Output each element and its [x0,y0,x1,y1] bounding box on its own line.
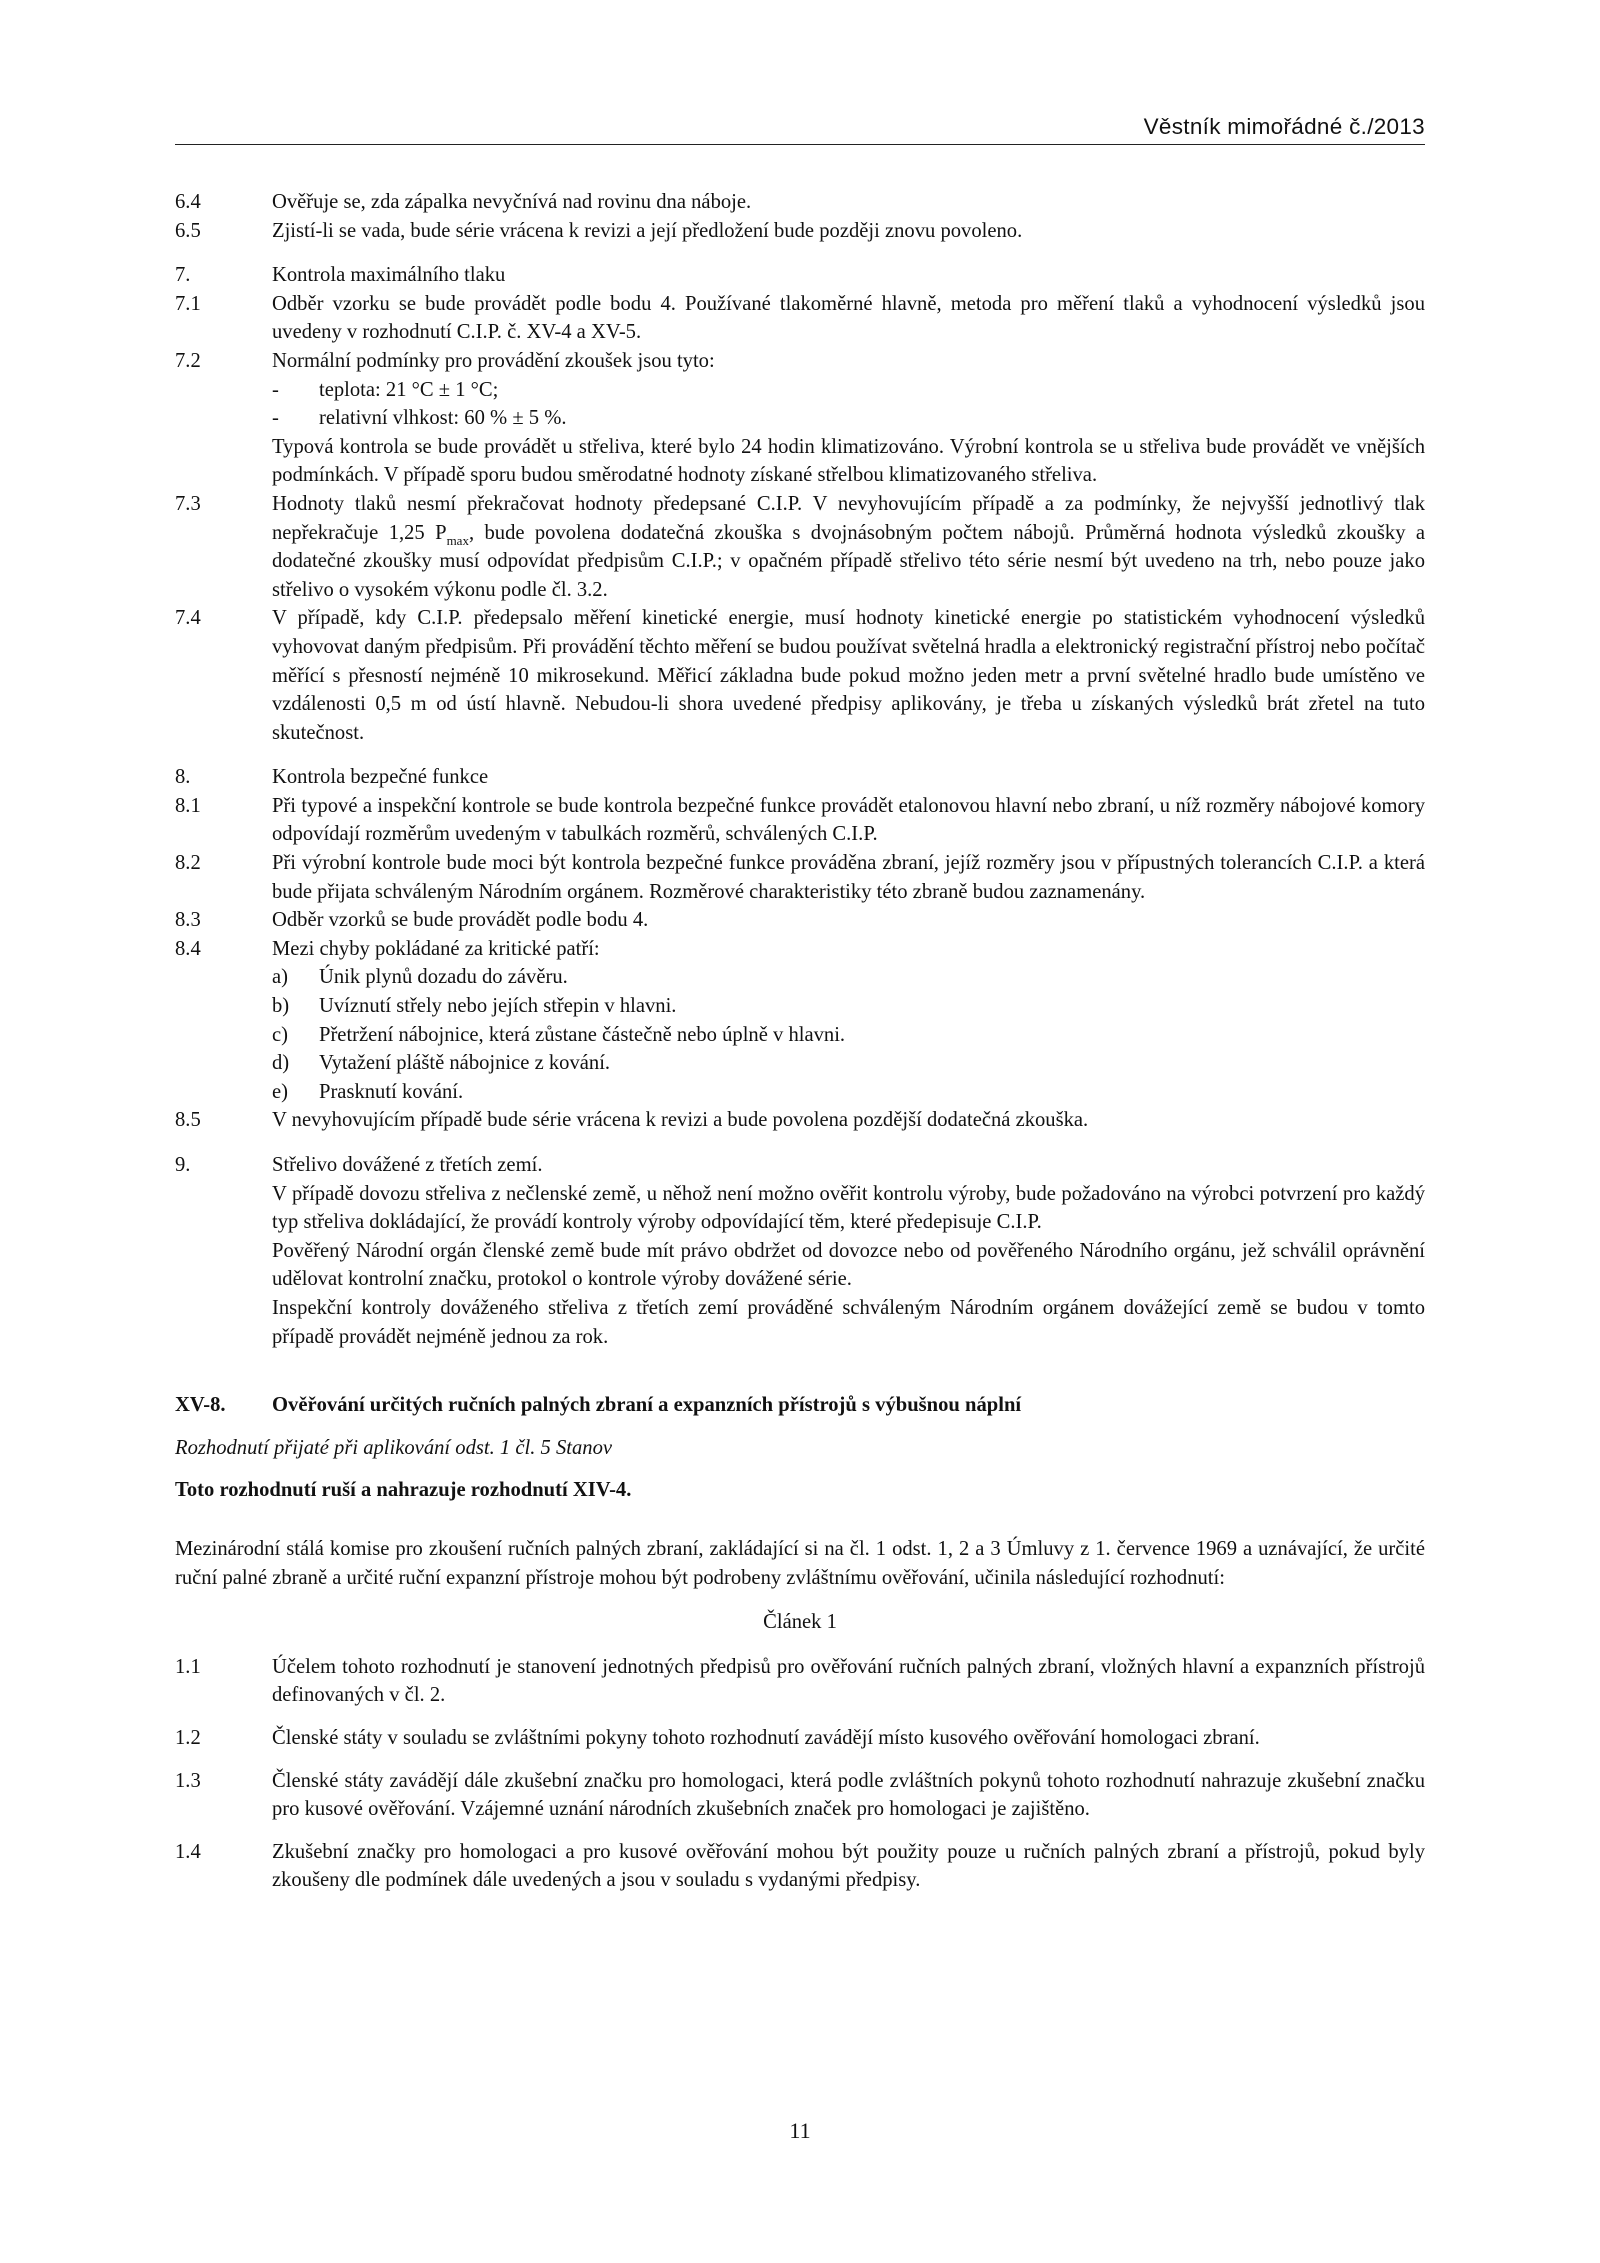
paragraph-text: Typová kontrola se bude provádět u střeliva, které bylo 24 hodin klimatizováno. Výrobní kontrola se u střeliva bude provádět ve vnějších podmínkách. V případě sporu budou směrodatné hodnoty získané střelbou klimatizovaného střeliva. [272,435,1425,487]
paragraph-text: Členské státy zavádějí dále zkušební značku pro homologaci, která podle zvláštních pokynů tohoto rozhodnutí nahrazuje zkušební značku pro kusové ověřování. Vzájemné uznání národních zkušebních značek pro homologaci je zajištěno. [272,1769,1425,1821]
list-item [272,992,1425,1021]
article-item-1-4 [175,1838,1425,1895]
list-item-text: Prasknutí kování. [319,1080,464,1103]
paragraph-text: Ověřuje se, zda zápalka nevyčnívá nad rovinu dna náboje. [272,191,752,213]
decision-title: Ověřování určitých ručních palných zbraní a expanzních přístrojů s výbušnou náplní [272,1394,1022,1417]
list-item [272,376,1425,405]
subscript-max: max [446,532,469,548]
paragraph-number: 1.1 [175,1655,201,1678]
list-marker: c) [272,1023,288,1046]
paragraph-number: 1.4 [175,1840,201,1863]
decision-replacement-note: Toto rozhodnutí ruší a nahrazuje rozhodnutí XIV-4. [175,1479,632,1502]
article-item-1-3 [175,1767,1425,1824]
paragraph-text: Inspekční kontroly dováženého střeliva z třetích zemí prováděné schváleným Národním orgánem dovážející země se budou v tomto případě provádět nejméně jednou za rok. [272,1296,1425,1348]
list-item-text: Únik plynů dozadu do závěru. [319,966,568,989]
list-item-text: relativní vlhkost: 60 % ± 5 %. [319,407,567,430]
paragraph-body [272,1180,1425,1352]
decision-heading [175,1391,1425,1420]
paragraph-number: 8.1 [175,794,201,817]
list-item [272,1078,1425,1107]
list-marker: e) [272,1080,288,1103]
paragraph-8-2 [175,849,1425,906]
paragraph-number: 6.4 [175,191,201,213]
list-item-text: Přetržení nábojnice, která zůstane částečně nebo úplně v hlavni. [319,1023,846,1046]
paragraph-number: 8.3 [175,909,201,932]
paragraph-text: Účelem tohoto rozhodnutí je stanovení jednotných předpisů pro ověřování ručních palných zbraní, vložných hlavní a expanzních přístrojů definovaných v čl. 2. [272,1655,1425,1707]
paragraph-number: 7.2 [175,349,201,372]
paragraph-8-4 [175,935,1425,1107]
paragraph-7-3 [175,490,1425,604]
list-marker: a) [272,966,288,989]
list-marker: d) [272,1052,290,1075]
paragraph-text: V případě dovozu střeliva z nečlenské země, u něhož není možno ověřit kontrolu výroby, bude požadováno na výrobci potvrzení pro každý typ střeliva dokládající, že provádí kontroly výroby odpovídající těm, které předepisuje C.I.P. [272,1182,1425,1234]
journal-title: Věstník mimořádné č./2013 [1143,114,1425,139]
section-8-heading [175,763,1425,792]
page-number: 11 [789,2118,811,2143]
section-number: 9. [175,1154,191,1176]
list-item [272,963,1425,992]
paragraph-number: 8.4 [175,937,201,960]
paragraph-text: Zjistí-li se vada, bude série vrácena k revizi a její předložení bude později znovu povoleno. [272,219,1023,242]
section-heading: Střelivo dovážené z třetích zemí. [272,1154,543,1176]
decision-subtitle: Rozhodnutí přijaté při aplikování odst. 1 čl. 5 Stanov [175,1436,613,1459]
section-number: 8. [175,766,191,789]
paragraph-body [272,935,1425,1107]
paragraph-number: 1.2 [175,1726,201,1749]
list-item [272,1049,1425,1078]
paragraph-number: 6.5 [175,219,201,242]
text-part: , bude povolena dodatečná zkouška s dvojnásobným počtem nábojů. Průměrná hodnota výsledků zkoušky a dodatečné zkoušky musí odpovídat předpisům C.I.P.; v opačném případě střelivo této série nesmí být uvedeno na trh, nebo pouze jako střelivo o vysokém výkonu podle čl. 3.2. [272,521,1425,601]
paragraph-7-4 [175,604,1425,747]
decision-intro: Mezinárodní stálá komise pro zkoušení ručních palných zbraní, zakládající si na čl. 1 odst. 1, 2 a 3 Úmluvy z 1. července 1969 a uznávající, že určité ruční palné zbraně a určité ruční expanzní přístroje mohou být podrobeny zvláštnímu ověřování, učinila následující rozhodnutí: [175,1537,1425,1589]
paragraph-7-1 [175,290,1425,347]
list-item-text: Uvíznutí střely nebo jejích střepin v hlavni. [319,995,677,1018]
paragraph-number: 7.3 [175,492,201,515]
paragraph-text: V nevyhovujícím případě bude série vrácena k revizi a bude povolena pozdější dodatečná zkouška. [272,1109,1089,1132]
section-7-heading [175,261,1425,290]
paragraph-number: 1.3 [175,1769,201,1792]
list-marker: - [272,378,279,401]
paragraph-text: Odběr vzorku se bude provádět podle bodu 4. Používané tlakoměrné hlavně, metoda pro měření tlaků a vyhodnocení výsledků jsou uvedeny v rozhodnutí C.I.P. č. XV-4 a XV-5. [272,292,1425,344]
section-heading: Kontrola maximálního tlaku [272,264,506,287]
text-part: Hodnoty tlaků nesmí překračovat hodnoty předepsané C.I.P. V nevyhovujícím případě a za podmínky, že nejvyšší jednotlivý tlak nepřekračuje 1,25 P [272,492,1425,544]
paragraph-number: 7.4 [175,607,201,630]
paragraph-6-4 [175,188,1425,217]
paragraph-8-3 [175,906,1425,935]
paragraph-number: 7.1 [175,292,201,315]
paragraph-8-5 [175,1106,1425,1135]
paragraph-text: Při typové a inspekční kontrole se bude kontrola bezpečné funkce provádět etalonovou hlavní nebo zbraní, u níž rozměry nábojové komory odpovídají rozměrům uvedeným v tabulkách rozměrů, schválených C.I.P. [272,794,1425,846]
paragraph-text: Normální podmínky pro provádění zkoušek jsou tyto: [272,349,715,372]
article-heading: Článek 1 [763,1611,837,1634]
paragraph-number: 8.2 [175,852,201,875]
article-item-1-1 [175,1653,1425,1710]
list-item-text: teplota: 21 °C ± 1 °C; [319,378,499,401]
section-9-body [175,1180,1425,1352]
paragraph-text: Mezi chyby pokládané za kritické patří: [272,937,600,960]
list-marker: - [272,407,279,430]
list-item [272,404,1425,433]
article-item-1-2 [175,1724,1425,1753]
section-9-heading [175,1151,1425,1180]
paragraph-text [272,490,1425,604]
paragraph-text: Pověřený Národní orgán členské země bude mít právo obdržet od dovozce nebo od pověřeného Národního orgánu, jež schválil oprávnění udělovat kontrolní značku, protokol o kontrole výroby dovážené série. [272,1239,1425,1291]
page-header [175,112,1425,145]
paragraph-text: V případě, kdy C.I.P. předepsalo měření kinetické energie, musí hodnoty kinetické energie po statistickém vyhodnocení výsledků vyhovovat daným předpisům. Při provádění těchto měření se budou používat světelná hradla a elektronický registrační přístroj nebo počítač měřící s přesností nejméně 10 mikrosekund. Měřicí základna bude pokud možno jeden metr a první světelné hradlo bude umístěno ve vzdálenosti 0,5 m od ústí hlavně. Nebudou-li shora uvedené předpisy aplikovány, je třeba u získaných výsledků brát zřetel na tuto skutečnost. [272,607,1425,744]
paragraph-number: 8.5 [175,1109,201,1132]
paragraph-text: Při výrobní kontrole bude moci být kontrola bezpečné funkce prováděna zbraní, jejíž rozměry jsou v přípustných tolerancích C.I.P. a která bude přijata schváleným Národním orgánem. Rozměrové charakteristiky této zbraně budou zaznamenány. [272,852,1425,903]
paragraph-text: Členské státy v souladu se zvláštními pokyny tohoto rozhodnutí zavádějí místo kusového ověřování homologaci zbraní. [272,1726,1260,1749]
document-content [175,188,1425,1895]
list-marker: b) [272,995,290,1018]
list-item [272,1021,1425,1050]
section-heading: Kontrola bezpečné funkce [272,766,489,789]
paragraph-7-2 [175,347,1425,490]
list-item-text: Vytažení pláště nábojnice z kování. [319,1052,611,1075]
decision-number: XV-8. [175,1394,226,1417]
paragraph-text: Zkušební značky pro homologaci a pro kusové ověřování mohou být použity pouze u ručních palných zbraní a přístrojů, pokud byly zkoušeny dle podmínek dále uvedených a jsou v souladu s vydanými předpisy. [272,1840,1425,1892]
paragraph-6-5 [175,217,1425,246]
section-number: 7. [175,264,191,287]
paragraph-body [272,347,1425,490]
paragraph-8-1 [175,792,1425,849]
paragraph-text: Odběr vzorků se bude provádět podle bodu 4. [272,909,649,932]
